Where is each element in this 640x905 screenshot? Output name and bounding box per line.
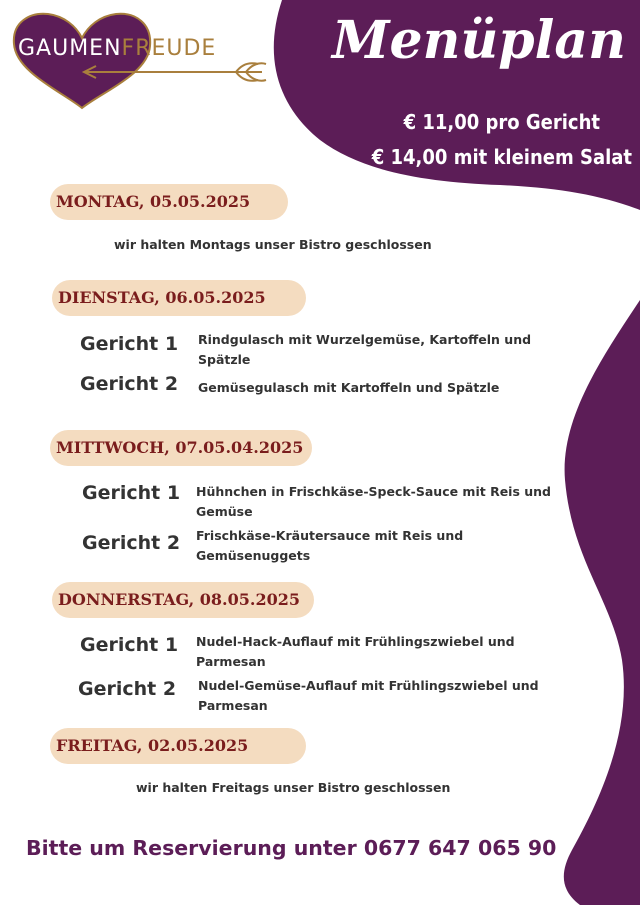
day-wednesday: MITTWOCH, 07.05.04.2025 [50, 430, 312, 466]
dish-desc-line: Rindgulasch mit Wurzelgemüse, Kartoffeln und [198, 332, 532, 347]
closed-note-friday: wir halten Freitags unser Bistro geschlossen [136, 780, 451, 795]
page-title: Menüplan [332, 10, 626, 71]
dish-description [196, 526, 463, 566]
dish-description [196, 632, 515, 672]
dish-description [196, 482, 551, 522]
dish-description [198, 378, 499, 398]
dish-label: Gericht 2 [78, 678, 177, 700]
dish-desc-line: Parmesan [198, 698, 268, 713]
price-per-dish: € 11,00 pro Gericht [403, 110, 600, 134]
day-monday: MONTAG, 05.05.2025 [50, 184, 288, 220]
day-tuesday: DIENSTAG, 06.05.2025 [52, 280, 306, 316]
dish-desc-line: Gemüse [196, 504, 253, 519]
day-thursday: DONNERSTAG, 08.05.2025 [52, 582, 314, 618]
dish-desc-line: Spätzle [198, 352, 251, 367]
dish-desc-line: Hühnchen in Frischkäse-Speck-Sauce mit Reis und [196, 484, 551, 499]
dish-label: Gericht 1 [80, 634, 179, 656]
dish-desc-line: Frischkäse-Kräutersauce mit Reis und [196, 528, 464, 543]
dish-desc-line: Gemüsegulasch mit Kartoffeln und Spätzle [198, 380, 500, 395]
dish-description [198, 676, 539, 716]
reservation-note: Bitte um Reservierung unter 0677 647 065 90 [26, 836, 557, 860]
dish-label: Gericht 1 [82, 482, 181, 504]
brand-part2: FREUDE [121, 36, 217, 61]
closed-note-monday: wir halten Montags unser Bistro geschlossen [114, 237, 432, 252]
dish-label: Gericht 2 [82, 532, 181, 554]
brand-logo [18, 36, 216, 61]
dish-label: Gericht 2 [80, 373, 179, 395]
dish-label: Gericht 1 [80, 333, 179, 355]
side-wave [564, 300, 640, 905]
day-friday: FREITAG, 02.05.2025 [50, 728, 306, 764]
dish-desc-line: Gemüsenuggets [196, 548, 311, 563]
dish-desc-line: Nudel-Gemüse-Auflauf mit Frühlingszwiebel und [198, 678, 539, 693]
price-with-salad: € 14,00 mit kleinem Salat [371, 145, 632, 169]
dish-desc-line: Nudel-Hack-Auflauf mit Frühlingszwiebel und [196, 634, 515, 649]
dish-description [198, 330, 531, 370]
dish-desc-line: Parmesan [196, 654, 266, 669]
brand-part1: GAUMEN [18, 36, 122, 61]
